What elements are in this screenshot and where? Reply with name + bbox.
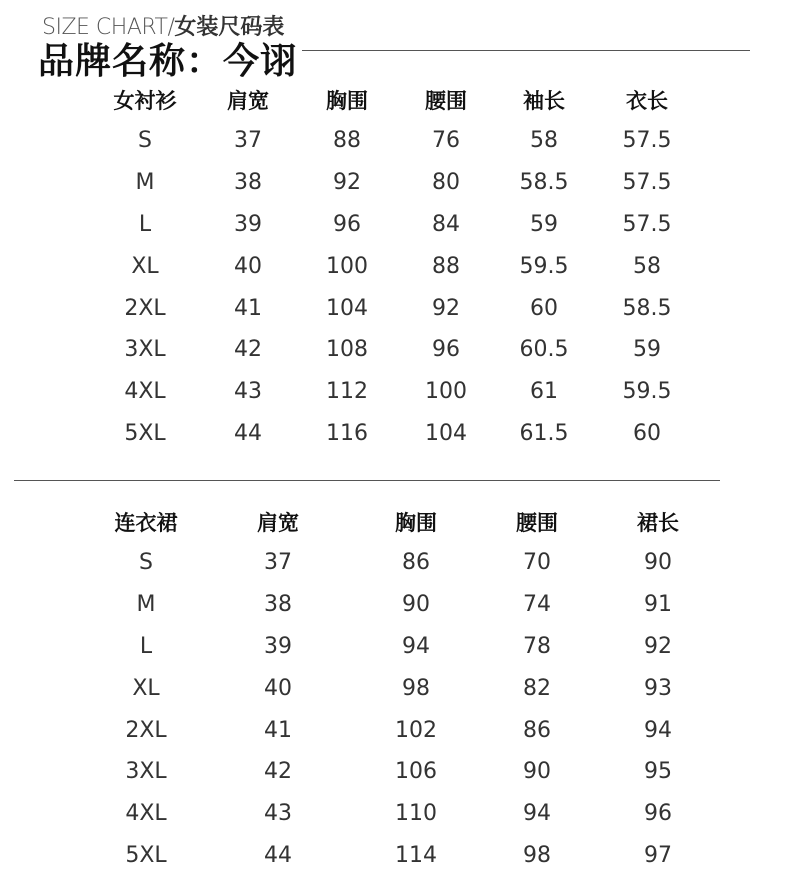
- measurement-cell: 58.5: [622, 295, 672, 321]
- measurement-cell: 38: [234, 170, 262, 196]
- column-header: 腰围: [516, 511, 558, 535]
- table-row: [90, 287, 700, 329]
- measurement-cell: 116: [326, 420, 368, 446]
- measurement-cell: 59.5: [622, 379, 672, 405]
- measurement-cell: 70: [523, 550, 551, 576]
- measurement-cell: 93: [644, 675, 672, 701]
- size-label: XL: [131, 253, 159, 279]
- column-header: 袖长: [523, 89, 565, 113]
- measurement-cell: 59.5: [519, 253, 569, 279]
- measurement-cell: 95: [644, 759, 672, 785]
- measurement-cell: 60.5: [519, 337, 569, 363]
- column-header-garment: 连衣裙: [114, 511, 178, 535]
- table-row: [90, 793, 720, 835]
- measurement-cell: 96: [333, 211, 361, 237]
- measurement-cell: 40: [234, 253, 262, 279]
- measurement-cell: 37: [264, 550, 292, 576]
- size-label: S: [138, 128, 152, 154]
- size-label: 4XL: [125, 801, 167, 827]
- table-header-row: [90, 502, 720, 542]
- table-row: [90, 371, 700, 413]
- column-header: 胸围: [326, 89, 368, 113]
- measurement-cell: 96: [644, 801, 672, 827]
- measurement-cell: 40: [264, 675, 292, 701]
- table-row: [90, 626, 720, 668]
- size-label: 3XL: [124, 337, 166, 363]
- measurement-cell: 91: [644, 592, 672, 618]
- measurement-cell: 100: [425, 379, 467, 405]
- measurement-cell: 42: [264, 759, 292, 785]
- measurement-cell: 104: [326, 295, 368, 321]
- measurement-cell: 57.5: [622, 211, 672, 237]
- measurement-cell: 94: [402, 633, 430, 659]
- measurement-cell: 41: [234, 295, 262, 321]
- measurement-cell: 43: [234, 379, 262, 405]
- measurement-cell: 74: [523, 592, 551, 618]
- table-row: [90, 542, 720, 584]
- measurement-cell: 78: [523, 633, 551, 659]
- measurement-cell: 94: [644, 717, 672, 743]
- measurement-cell: 59: [530, 211, 558, 237]
- table-row: [90, 709, 720, 751]
- measurement-cell: 39: [234, 211, 262, 237]
- column-header: 裙长: [637, 511, 679, 535]
- measurement-cell: 110: [395, 801, 437, 827]
- measurement-cell: 57.5: [622, 128, 672, 154]
- table-row: [90, 245, 700, 287]
- measurement-cell: 60: [530, 295, 558, 321]
- size-chart-title-en: SIZE CHART/: [42, 15, 175, 40]
- size-label: XL: [132, 675, 160, 701]
- table-row: [90, 204, 700, 246]
- measurement-cell: 106: [395, 759, 437, 785]
- measurement-cell: 44: [264, 842, 292, 868]
- dress-size-table: [90, 502, 720, 876]
- measurement-cell: 92: [644, 633, 672, 659]
- size-label: 3XL: [125, 759, 167, 785]
- column-header: 肩宽: [257, 511, 299, 535]
- measurement-cell: 98: [523, 842, 551, 868]
- measurement-cell: 60: [633, 420, 661, 446]
- column-header: 肩宽: [227, 89, 269, 113]
- measurement-cell: 92: [333, 170, 361, 196]
- size-label: L: [139, 633, 153, 659]
- table-row: [90, 835, 720, 877]
- size-label: S: [139, 550, 153, 576]
- top-divider: [302, 50, 750, 51]
- table-row: [90, 751, 720, 793]
- measurement-cell: 82: [523, 675, 551, 701]
- measurement-cell: 108: [326, 337, 368, 363]
- measurement-cell: 104: [425, 420, 467, 446]
- table-row: [90, 413, 700, 455]
- measurement-cell: 42: [234, 337, 262, 363]
- measurement-cell: 112: [326, 379, 368, 405]
- section-divider: [14, 480, 720, 481]
- size-label: M: [135, 170, 155, 196]
- measurement-cell: 59: [633, 337, 661, 363]
- measurement-cell: 90: [523, 759, 551, 785]
- size-chart-title-cn: 女装尺码表: [174, 15, 285, 40]
- measurement-cell: 76: [432, 128, 460, 154]
- measurement-cell: 97: [644, 842, 672, 868]
- table-header-row: [90, 80, 700, 120]
- table-row: [90, 120, 700, 162]
- measurement-cell: 84: [432, 211, 460, 237]
- table-row: [90, 584, 720, 626]
- measurement-cell: 92: [432, 295, 460, 321]
- measurement-cell: 88: [333, 128, 361, 154]
- column-header: 衣长: [626, 89, 668, 113]
- column-header: 胸围: [395, 511, 437, 535]
- measurement-cell: 58.5: [519, 170, 569, 196]
- size-label: 2XL: [124, 295, 166, 321]
- measurement-cell: 88: [432, 253, 460, 279]
- measurement-cell: 86: [523, 717, 551, 743]
- size-label: L: [138, 211, 152, 237]
- measurement-cell: 90: [402, 592, 430, 618]
- measurement-cell: 96: [432, 337, 460, 363]
- brand-name: 品牌名称：今诩: [38, 41, 298, 82]
- measurement-cell: 58: [633, 253, 661, 279]
- measurement-cell: 86: [402, 550, 430, 576]
- measurement-cell: 102: [395, 717, 437, 743]
- column-header: 腰围: [425, 89, 467, 113]
- measurement-cell: 38: [264, 592, 292, 618]
- measurement-cell: 39: [264, 633, 292, 659]
- measurement-cell: 44: [234, 420, 262, 446]
- size-label: 4XL: [124, 379, 166, 405]
- blouse-size-table: [90, 80, 700, 454]
- measurement-cell: 80: [432, 170, 460, 196]
- measurement-cell: 94: [523, 801, 551, 827]
- column-header-garment: 女衬衫: [113, 89, 177, 113]
- size-label: 5XL: [124, 420, 166, 446]
- measurement-cell: 98: [402, 675, 430, 701]
- measurement-cell: 90: [644, 550, 672, 576]
- measurement-cell: 43: [264, 801, 292, 827]
- measurement-cell: 37: [234, 128, 262, 154]
- measurement-cell: 58: [530, 128, 558, 154]
- measurement-cell: 114: [395, 842, 437, 868]
- size-label: 2XL: [125, 717, 167, 743]
- measurement-cell: 41: [264, 717, 292, 743]
- measurement-cell: 61.5: [519, 420, 569, 446]
- size-label: 5XL: [125, 842, 167, 868]
- measurement-cell: 61: [530, 379, 558, 405]
- measurement-cell: 100: [326, 253, 368, 279]
- size-label: M: [136, 592, 156, 618]
- table-row: [90, 329, 700, 371]
- table-row: [90, 667, 720, 709]
- table-row: [90, 162, 700, 204]
- measurement-cell: 57.5: [622, 170, 672, 196]
